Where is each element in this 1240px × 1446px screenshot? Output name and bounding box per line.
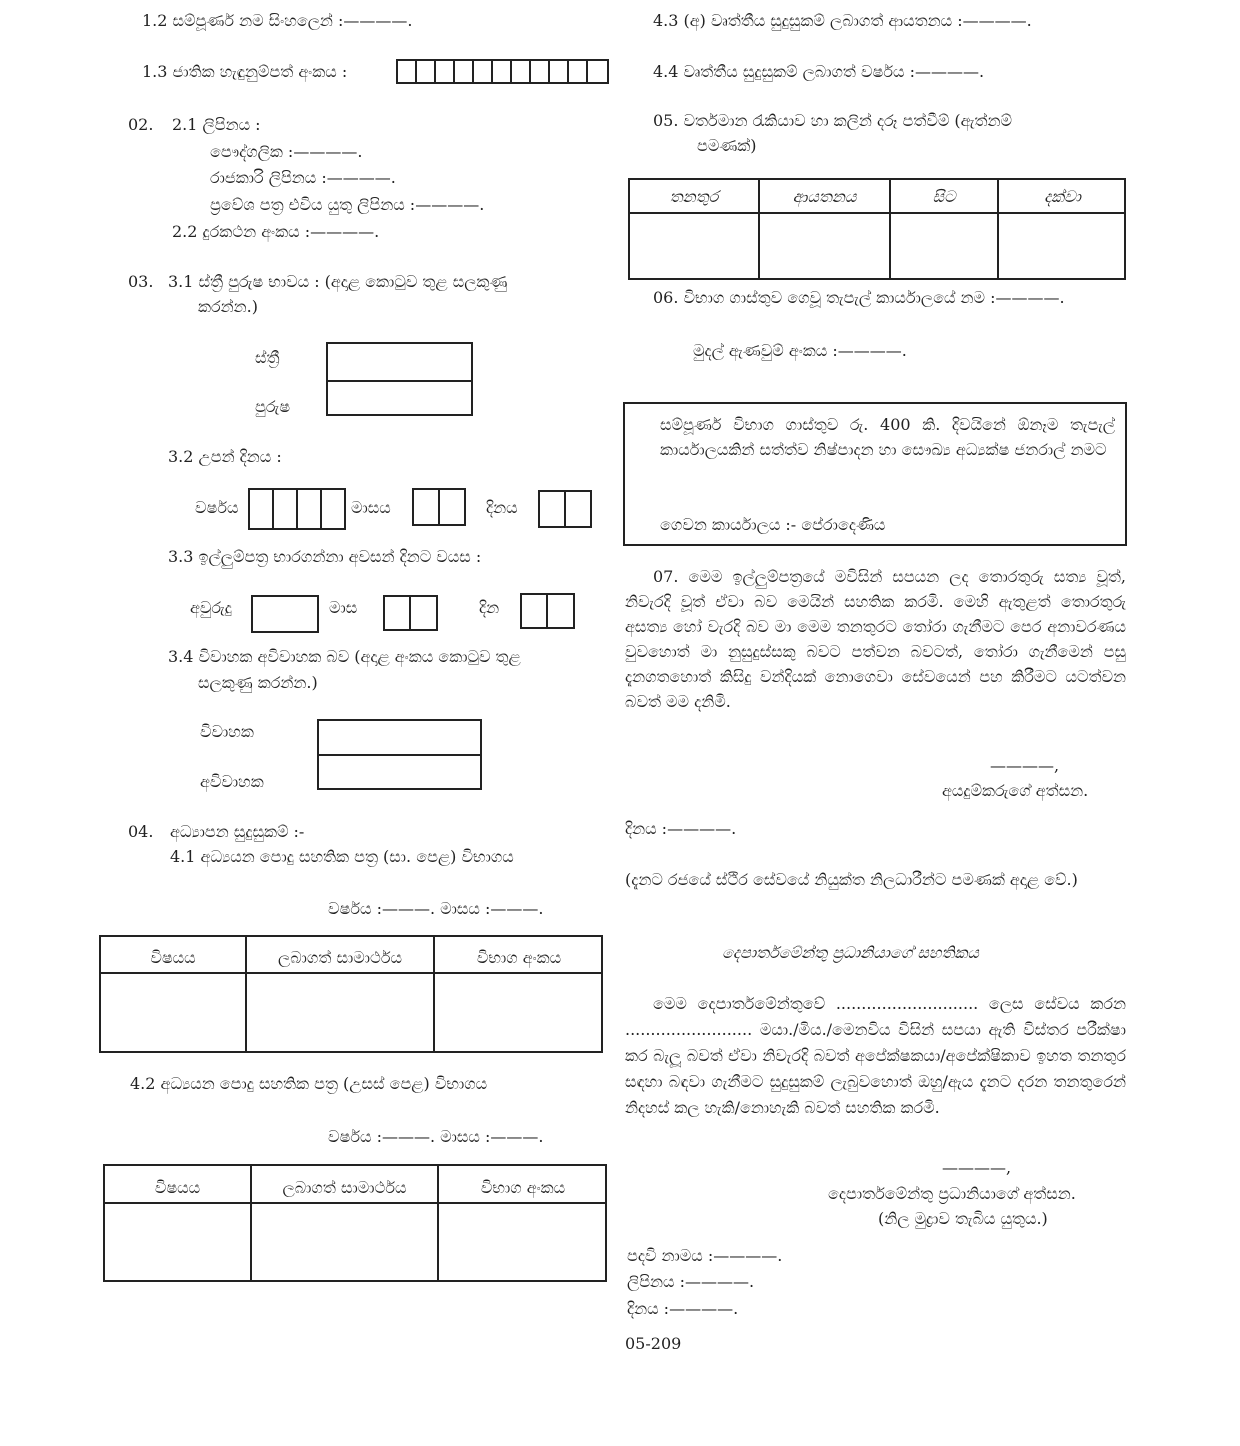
q3-3-age: 3.3 ඉල්ලුම්පත්‍ර භාරගන්නා අවසන් දිනට වයස : (168, 547, 482, 566)
q4-1-year-month: වර්ෂය :———. මාසය :———. (328, 899, 544, 918)
fee-office: ගෙවන කාර්යාලය :- පේරාදෙණිය (660, 515, 886, 534)
ol-col-grade: ලබාගත් සාමාර්ථය (278, 948, 402, 967)
unmarried-label: අවිවාහක (200, 772, 264, 791)
q2-1-admission-address: ප්‍රවේශ පත්‍ර එවිය යුතු ලිපිනය :————. (210, 195, 485, 214)
dob-month-boxes[interactable] (412, 488, 466, 526)
q3-4-marital: 3.4 විවාහක අවිවාහක බව (අදාළ අංකය කොටුව තුළ (168, 647, 521, 666)
q5-employment-cont: පමණක්) (697, 136, 757, 155)
govt-officers-note: (දැනට රජයේ ස්ථිර සේවයේ නියුක්ත නිලධාරීන්ට පමණක් අදාළ වේ.) (625, 870, 1078, 889)
q7-declaration: 07. මෙම ඉල්ලුම්පත්‍රයේ මවිසින් සපයන ලද තොරතුරු සත්‍ය වූත්, නිවැරදි වූත් ඒවා බව මෙයින් සහතික කරමි. මෙහි ඇතුළත් තොරතුරු අසත්‍ය හෝ වැරදි බව මා මෙම තනතුරට තෝරා ගැනීමට පෙර අනාවරණය වුවහොත් මා නුසුදුස්සකු බවට පත්වන බවටත්, තෝරා ගැනීමෙන් පසු දැනගතහොත් කිසිදු වන්දියක් නොගෙවා සේවයෙන් පහ කිරීමට යටත්වන බවත් මම දනිමි. (625, 567, 1126, 711)
q1-3-nic-label: 1.3 ජාතික හැඳුනුම්පත් අංකය : (142, 62, 348, 81)
head-signature-label: දෙපාර්තමේන්තු ප්‍රධානියාගේ අත්සන. (828, 1184, 1076, 1203)
q3-2-dob: 3.2 උපන් දිනය : (168, 447, 282, 466)
fee-notice-box (623, 402, 1127, 546)
q3-number: 03. (128, 272, 154, 291)
employment-table (628, 178, 1126, 280)
ol-results-table (99, 935, 603, 1053)
applicant-signature-line: ————, (990, 756, 1060, 775)
head-certificate-title: දෙපාර්තමේන්තු ප්‍රධානියාගේ සහතිකය (722, 943, 979, 962)
q2-1-address: 2.1 ලිපිනය : (172, 115, 261, 134)
ol-col-subject: විෂයය (150, 948, 196, 967)
dob-month-label: මාසය (351, 498, 391, 517)
age-days-label: දින (479, 598, 500, 617)
head-date-field: දිනය :————. (627, 1299, 739, 1318)
age-years-label: අවුරුදු (190, 598, 232, 617)
official-seal-note: (නිල මුද්‍රාව තැබිය යුතුය.) (878, 1209, 1048, 1228)
female-label: ස්ත්‍රී (255, 348, 280, 367)
age-years-box[interactable] (251, 595, 319, 633)
marital-checkbox-group (317, 719, 482, 790)
q6-post-office: 06. විභාග ගාස්තුව ගෙවූ තැපැල් කාර්යාලයේ නම :————. (653, 288, 1065, 307)
applicant-signature-label: අයදුම්කරුගේ අත්සන. (942, 781, 1089, 800)
dob-day-boxes[interactable] (538, 490, 592, 528)
age-months-label: මාස (329, 598, 358, 617)
emp-col-institution: ආයතනය (792, 187, 857, 206)
dob-year-label: වර්ෂය (195, 498, 239, 517)
marital-divider (319, 754, 480, 756)
q4-3-institute: 4.3 (අ) වෘත්තීය සුදුසුකම් ලබාගත් ආයතනය :————. (653, 11, 1032, 30)
al-col-index: විභාග අංකය (480, 1178, 566, 1197)
q3-1-gender: 3.1 ස්ත්‍රී පුරුෂ භාවය : (අදාළ කොටුව තුළ සලකුණු (168, 272, 508, 291)
head-signature-line: ————, (942, 1158, 1012, 1177)
head-certificate-text: මෙම දෙපාර්තමේන්තුවේ ............................ ලෙස සේවය කරන ......................... මයා./මිය./මෙනවිය විසින් සපයා ඇති විස්තර පරීක්ෂා කර බැලූ බවත් ඒවා නිවැරදි බවත් අපේක්ෂකයා/අපේක්ෂිකාව ඉහත තනතුර සඳහා බඳවා ගැනීමට සුදුසුකම් ලැබුවහොත් ඔහු/ඇය දැනට දරන තනතුරෙන් නිදහස් කල හැකි/නොහැකි බවත් සහතික කරමි. (625, 994, 1126, 1117)
nic-number-boxes[interactable] (396, 59, 609, 84)
q4-4-year: 4.4 වෘත්තීය සුදුසුකම් ලබාගත් වර්ෂය :————. (653, 62, 985, 81)
q2-1-personal-address: පෞද්ගලික :————. (210, 142, 363, 161)
dob-year-boxes[interactable] (248, 488, 346, 530)
q3-4-marital-cont: සලකුණු කරන්න.) (198, 673, 318, 692)
al-col-grade: ලබාගත් සාමාර්ථය (282, 1178, 407, 1197)
fee-notice-text: සම්පූර්ණ විභාග ගාස්තුව රු. 400 කි. දිවයිනේ ඕනෑම තැපැල් කාර්යාලයකින් සත්ත්ව නිෂ්පාදන හා සෞඛ්‍ය අධ්‍යක්ෂ ජනරාල් නමට (660, 415, 1115, 459)
q6-money-order: මුදල් ඇණවුම් අංකය :————. (693, 341, 907, 360)
q2-number: 02. (128, 115, 154, 134)
emp-col-from: සිට (932, 187, 956, 206)
q2-2-telephone: 2.2 දුරකථන අංකය :————. (172, 222, 380, 241)
designation-field: පදවි නාමය :————. (627, 1246, 783, 1265)
q4-education: අධ්‍යාපන සුදුසුකම් :- (170, 822, 305, 841)
q1-2-full-name: 1.2 සම්පූර්ණ නම සිංහලෙන් :————. (142, 11, 413, 30)
ol-col-index: විභාග අංකය (476, 948, 562, 967)
emp-col-to: දක්වා (1044, 187, 1081, 206)
head-address-field: ලිපිනය :————. (627, 1272, 755, 1291)
declaration-date: දිනය :————. (625, 819, 737, 838)
q2-1-official-address: රාජකාරි ලිපිනය :————. (210, 168, 396, 187)
q4-1-ol-exam: 4.1 අධ්‍යයන පොදු සහතික පත්‍ර (සා. පෙළ) විභාගය (170, 847, 514, 866)
q3-1-gender-cont: කරන්න.) (198, 297, 258, 316)
q5-employment: 05. වර්තමාන රැකියාව හා කලින් දරූ පත්වීම් (ඇත්නම් (653, 111, 1013, 130)
gender-checkbox-group (326, 342, 473, 416)
q4-2-al-exam: 4.2 අධ්‍යයන පොදු සහතික පත්‍ර (උසස් පෙළ) විභාගය (130, 1074, 488, 1093)
q4-number: 04. (128, 822, 154, 841)
dob-day-label: දිනය (486, 498, 518, 517)
q4-2-year-month: වර්ෂය :———. මාසය :———. (328, 1127, 544, 1146)
al-results-table (103, 1164, 607, 1282)
age-days-boxes[interactable] (520, 593, 575, 629)
gender-divider (328, 380, 471, 382)
emp-col-post: තනතුර (669, 187, 719, 206)
age-months-boxes[interactable] (383, 595, 438, 631)
page-number: 05-209 (625, 1334, 682, 1353)
male-label: පුරුෂ (255, 397, 291, 416)
married-label: විවාහක (200, 722, 254, 741)
al-col-subject: විෂයය (154, 1178, 201, 1197)
